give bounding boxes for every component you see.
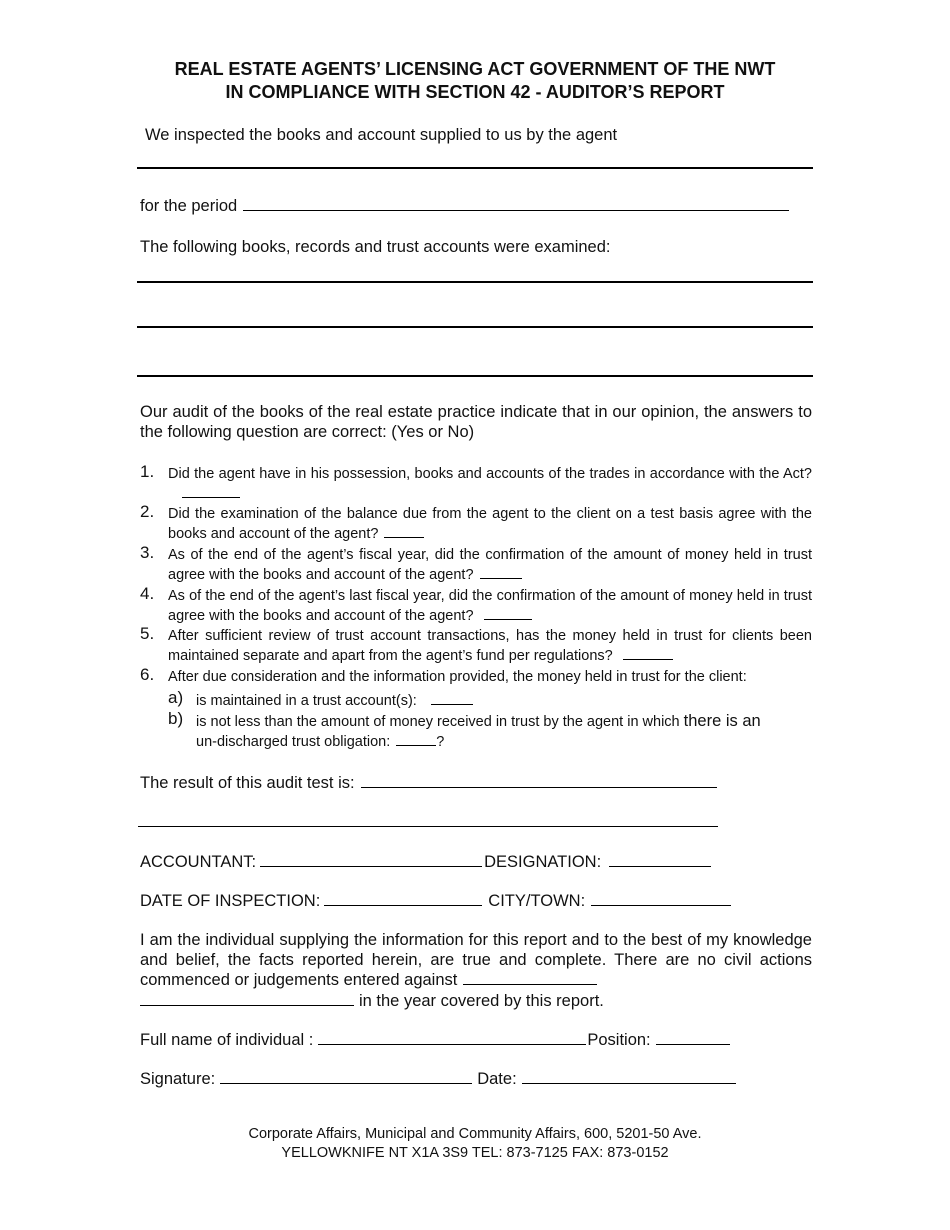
answer-field-5[interactable]: [623, 646, 673, 660]
answer-field-3[interactable]: [480, 565, 522, 579]
question-text: As of the end of the agent’s last fiscal year, did the confirmation of the amount of money held in trust agree with the books and account of the agent?: [168, 588, 812, 624]
date-label: Date:: [477, 1070, 517, 1088]
question-6a: [168, 688, 812, 711]
question-3: [140, 543, 812, 585]
answer-field-1[interactable]: [182, 484, 240, 498]
answer-field-2[interactable]: [384, 524, 424, 538]
agent-name-line[interactable]: [137, 167, 813, 169]
question-text: As of the end of the agent’s fiscal year, did the confirmation of the amount of money held in trust agree with the books and account of the agent?: [168, 547, 812, 583]
form-title-line2: IN COMPLIANCE WITH SECTION 42 - AUDITOR’S REPORT: [225, 82, 725, 102]
declaration-text-block: [140, 930, 812, 990]
date-city-row: [140, 890, 731, 911]
question-text: Did the agent have in his possession, books and accounts of the trades in accordance with the Act?: [168, 466, 812, 482]
period-row: [140, 195, 789, 216]
question-number: 3.: [140, 543, 155, 562]
result-field-line-2[interactable]: [138, 826, 718, 827]
question-6b: [168, 709, 812, 752]
audit-opinion-text: Our audit of the books of the real estate practice indicate that in our opinion, the answers to the following question are correct: (Yes or No): [140, 403, 812, 441]
result-label: The result of this audit test is:: [140, 774, 355, 792]
question-5: [140, 624, 812, 666]
date-field[interactable]: [522, 1068, 736, 1084]
question-text: Did the examination of the balance due from the agent to the client on a test basis agree with the books and account of the agent?: [168, 506, 812, 542]
question-number: 1.: [140, 462, 155, 481]
sub-item-text: is not less than the amount of money received in trust by the agent in which: [196, 714, 680, 730]
period-field[interactable]: [243, 195, 789, 211]
question-number: 5.: [140, 624, 155, 643]
question-text: After sufficient review of trust account transactions, has the money held in trust for clients been maintained separate and apart from the agent’s fund per regulations?: [168, 628, 812, 664]
city-town-label: CITY/TOWN:: [488, 892, 586, 910]
against-field[interactable]: [463, 970, 597, 985]
accountant-field[interactable]: [260, 851, 482, 867]
year-text: in the year covered by this report.: [359, 992, 604, 1010]
full-name-label: Full name of individual :: [140, 1031, 314, 1049]
examined-line-1[interactable]: [137, 281, 813, 283]
form-title-line1: REAL ESTATE AGENTS’ LICENSING ACT GOVERNMENT OF THE NWT: [174, 59, 776, 79]
sub-item-text: is maintained in a trust account(s):: [196, 693, 417, 709]
accountant-row: [140, 851, 711, 872]
sub-item-letter: b): [168, 709, 184, 728]
question-number: 2.: [140, 502, 155, 521]
signature-field[interactable]: [220, 1068, 472, 1084]
answer-field-6a[interactable]: [431, 691, 473, 705]
sub-item-suffix: ?: [436, 734, 445, 750]
result-row: [140, 772, 717, 793]
question-number: 4.: [140, 584, 155, 603]
designation-field[interactable]: [609, 851, 711, 867]
sub-item-text-large: there is an: [683, 712, 761, 730]
sub-item-text-line2: un-discharged trust obligation:: [196, 734, 391, 750]
date-of-inspection-field[interactable]: [324, 890, 482, 906]
year-row: [140, 990, 604, 1011]
full-name-field[interactable]: [318, 1029, 586, 1045]
position-label: Position:: [587, 1031, 651, 1049]
against-field-line-2[interactable]: [140, 990, 354, 1006]
signature-label: Signature:: [140, 1070, 216, 1088]
result-field[interactable]: [361, 772, 717, 788]
answer-field-6b[interactable]: [396, 732, 436, 746]
period-label: for the period: [140, 197, 238, 215]
date-of-inspection-label: DATE OF INSPECTION:: [140, 892, 321, 910]
city-town-field[interactable]: [591, 890, 731, 906]
question-4: [140, 584, 812, 626]
footer-address-line2: YELLOWKNIFE NT X1A 3S9 TEL: 873-7125 FAX: 873-0152: [281, 1145, 669, 1161]
answer-field-4[interactable]: [484, 606, 532, 620]
examined-text: The following books, records and trust accounts were examined:: [140, 238, 611, 256]
sub-item-letter: a): [168, 688, 184, 707]
position-field[interactable]: [656, 1029, 730, 1045]
question-6: [140, 665, 812, 687]
declaration-text: I am the individual supplying the information for this report and to the best of my knowledge and belief, the facts reported herein, are true and complete. There are no civil actions commenced or judgements entered against: [140, 931, 812, 989]
examined-line-3[interactable]: [137, 375, 813, 377]
signature-row: [140, 1068, 736, 1089]
footer-address-line1: Corporate Affairs, Municipal and Community Affairs, 600, 5201-50 Ave.: [248, 1126, 702, 1142]
inspected-text: We inspected the books and account supplied to us by the agent: [145, 126, 618, 144]
question-1: [140, 462, 812, 504]
accountant-label: ACCOUNTANT:: [140, 853, 257, 871]
question-number: 6.: [140, 665, 155, 684]
question-2: [140, 502, 812, 544]
question-text: After due consideration and the information provided, the money held in trust for the client:: [168, 669, 747, 685]
full-name-row: [140, 1029, 730, 1050]
designation-label: DESIGNATION:: [484, 853, 602, 871]
examined-line-2[interactable]: [137, 326, 813, 328]
